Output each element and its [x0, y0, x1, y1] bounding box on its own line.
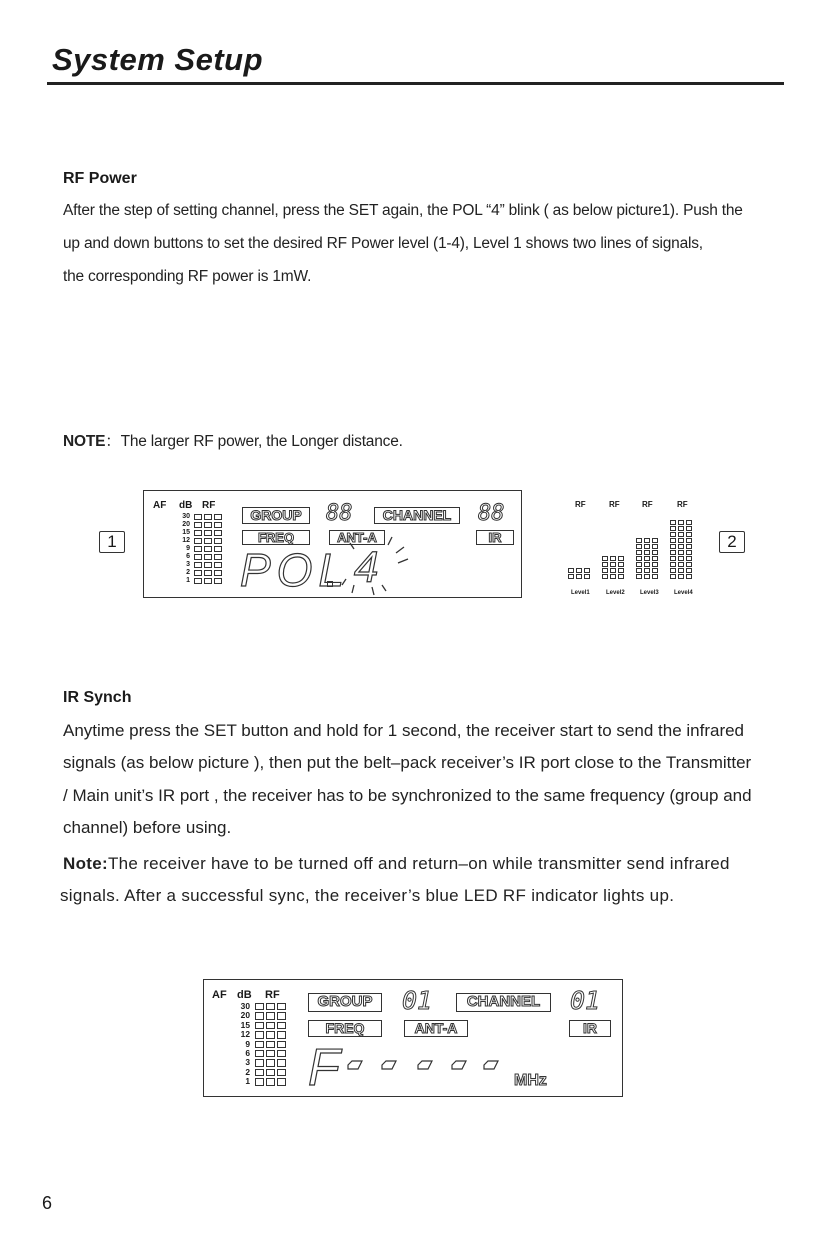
- meter-cell: [255, 1059, 264, 1066]
- level-bar-cell: [670, 544, 676, 549]
- level-bar-cell: [686, 532, 692, 537]
- level-bar-cell: [568, 568, 574, 573]
- level-bar-cell: [670, 538, 676, 543]
- group-digits: 88: [326, 501, 353, 526]
- ant-label-2: ANT-A: [404, 1020, 468, 1037]
- mhz-unit: MHz: [514, 1072, 547, 1089]
- level-bar-cell: [636, 568, 642, 573]
- meter-cell: [255, 1022, 264, 1029]
- level-bar-cell: [618, 574, 624, 579]
- meter-cell: [204, 546, 212, 552]
- level-bar-cell: [686, 550, 692, 555]
- db-tick: 6: [186, 553, 190, 560]
- level-bar-cell: [584, 568, 590, 573]
- meter-cell: [277, 1041, 286, 1048]
- main-readout: POL: [240, 544, 351, 596]
- meter-cell: [214, 570, 222, 576]
- db-tick: 12: [240, 1029, 250, 1040]
- meter-cell: [266, 1022, 275, 1029]
- rf-label-2: RF: [265, 989, 280, 1001]
- meter-cell: [277, 1069, 286, 1076]
- level-bar-cell: [670, 556, 676, 561]
- meter-cell: [255, 1069, 264, 1076]
- lcd-display-ir-sync: [203, 979, 623, 1097]
- level-bar-cell: [610, 568, 616, 573]
- level-bar-cell: [652, 556, 658, 561]
- meter-cell: [266, 1012, 275, 1019]
- level-4-caption: Level4: [674, 590, 693, 596]
- level-bar-cell: [602, 556, 608, 561]
- meter-cell: [194, 554, 202, 560]
- note-2-line-1: The receiver have to be turned off and return–on while transmitter send infrared: [107, 854, 730, 873]
- level-1-caption: Level1: [571, 590, 590, 596]
- level-bar-cell: [670, 526, 676, 531]
- meter-cell: [255, 1050, 264, 1057]
- level-bar-cell: [636, 538, 642, 543]
- rf-power-line-2: up and down buttons to set the desired RF Power level (1-4), Level 1 shows two lines of signals,: [63, 235, 703, 252]
- level-bar-cell: [584, 574, 590, 579]
- level-3-caption: Level3: [640, 590, 659, 596]
- level-bar-cell: [678, 562, 684, 567]
- db-tick: 1: [186, 577, 190, 584]
- db-tick: 20: [240, 1010, 250, 1021]
- blink-rays-icon: [334, 535, 424, 597]
- level-bar-cell: [670, 562, 676, 567]
- channel-digits: 88: [478, 501, 505, 526]
- title-rule: [47, 82, 784, 85]
- af-label-2: AF: [212, 989, 227, 1001]
- meter-cell: [277, 1031, 286, 1038]
- level-bar-cell: [686, 544, 692, 549]
- channel-label: CHANNEL: [374, 507, 460, 524]
- level-bar-cell: [686, 574, 692, 579]
- group-label: GROUP: [242, 507, 310, 524]
- ir-synch-line-1: Anytime press the SET button and hold for 1 second, the receiver start to send the infrared: [63, 721, 745, 740]
- meter-cell: [214, 562, 222, 568]
- db-tick: 3: [245, 1057, 250, 1068]
- meter-cell: [214, 554, 222, 560]
- level-bar-cell: [610, 556, 616, 561]
- level-bar-cell: [652, 574, 658, 579]
- meter-cell: [277, 1012, 286, 1019]
- rf-power-line-3: the corresponding RF power is 1mW.: [63, 268, 312, 285]
- level-bar-cell: [644, 574, 650, 579]
- level-bar-cell: [678, 544, 684, 549]
- level-bar-cell: [652, 568, 658, 573]
- meter-cell: [194, 538, 202, 544]
- level-bar-cell: [610, 574, 616, 579]
- level-bar-cell: [644, 538, 650, 543]
- level-bar-cell: [602, 568, 608, 573]
- db-tick: 12: [182, 537, 190, 544]
- rf-power-line-1: After the step of setting channel, press the SET again, the POL “4” blink ( as below picture1). Push the: [63, 202, 743, 219]
- meter-cell: [214, 522, 222, 528]
- level-bar-cell: [678, 526, 684, 531]
- freq-label-2: FREQ: [308, 1020, 382, 1037]
- db-tick: 15: [182, 529, 190, 536]
- ir-synch-line-4: channel) before using.: [63, 818, 232, 837]
- rf-power-heading: RF Power: [63, 170, 137, 187]
- note-1-label: NOTE: [63, 433, 106, 450]
- level-bar-cell: [686, 520, 692, 525]
- meter-cell: [266, 1078, 275, 1085]
- level-bar-cell: [686, 562, 692, 567]
- meter-cell: [194, 578, 202, 584]
- db-tick: 30: [182, 513, 190, 520]
- rf-label: RF: [202, 500, 216, 511]
- level-bar-cell: [670, 550, 676, 555]
- meter-cell: [204, 522, 212, 528]
- meter-cell: [194, 546, 202, 552]
- level-bar-cell: [670, 532, 676, 537]
- meter-cell: [255, 1041, 264, 1048]
- level-bar-cell: [610, 562, 616, 567]
- ir-synch-line-3: / Main unit’s IR port , the receiver has to be synchronized to the same frequency (group and: [63, 786, 752, 805]
- db-tick: 30: [240, 1001, 250, 1011]
- level-bar-cell: [636, 574, 642, 579]
- ir-synch-heading: IR Synch: [63, 689, 132, 706]
- level-bar-cell: [678, 538, 684, 543]
- level-bar-cell: [678, 568, 684, 573]
- meter-cell: [194, 514, 202, 520]
- level-bar-cell: [636, 550, 642, 555]
- main-readout-2: F: [308, 1039, 340, 1097]
- meter-cell: [214, 546, 222, 552]
- db-label: dB: [179, 500, 193, 511]
- level-bar-cell: [678, 532, 684, 537]
- meter-cell: [277, 1003, 286, 1010]
- meter-cell: [277, 1050, 286, 1057]
- level-bar-cell: [652, 562, 658, 567]
- rf-level-2-label: RF: [609, 500, 620, 509]
- level-bar-cell: [618, 568, 624, 573]
- lcd-display-pol: [143, 490, 522, 598]
- meter-cell: [204, 538, 212, 544]
- note-1-text: ：The larger RF power, the Longer distance.: [105, 433, 403, 450]
- db-tick: 2: [186, 569, 190, 576]
- meter-cell: [255, 1012, 264, 1019]
- level-bar-cell: [576, 568, 582, 573]
- meter-cell: [255, 1003, 264, 1010]
- meter-cell: [194, 570, 202, 576]
- meter-cell: [214, 530, 222, 536]
- level-bar-cell: [602, 574, 608, 579]
- level-bar-cell: [686, 568, 692, 573]
- ir-label: IR: [476, 530, 514, 545]
- level-bar-cell: [686, 538, 692, 543]
- note-2-label: Note:: [63, 854, 108, 873]
- level-bar-cell: [670, 568, 676, 573]
- meter-cell: [194, 522, 202, 528]
- rf-level-3-label: RF: [642, 500, 653, 509]
- level-bar-cell: [618, 562, 624, 567]
- level-bar-cell: [652, 550, 658, 555]
- meter-cell: [204, 514, 212, 520]
- meter-cell: [277, 1059, 286, 1066]
- meter-cell: [266, 1031, 275, 1038]
- level-bar-cell: [678, 574, 684, 579]
- level-bar-cell: [644, 556, 650, 561]
- level-bar-cell: [678, 550, 684, 555]
- meter-cell: [277, 1078, 286, 1085]
- level-bar-cell: [652, 538, 658, 543]
- meter-cell: [255, 1078, 264, 1085]
- level-bar-cell: [644, 562, 650, 567]
- note-1: [63, 429, 403, 451]
- db-tick: 3: [186, 561, 190, 568]
- group-label-2: GROUP: [308, 993, 382, 1012]
- level-bar-cell: [602, 562, 608, 567]
- dash-segments-icon: [342, 1058, 507, 1072]
- level-bar-cell: [644, 544, 650, 549]
- meter-cell: [204, 570, 212, 576]
- meter-cell: [204, 578, 212, 584]
- db-label-2: dB: [237, 989, 252, 1001]
- rf-level-4-label: RF: [677, 500, 688, 509]
- level-bar-cell: [686, 556, 692, 561]
- meter-cell: [255, 1031, 264, 1038]
- note-2-line-2: signals. After a successful sync, the receiver’s blue LED RF indicator lights up.: [60, 886, 675, 905]
- meter-cell: [194, 530, 202, 536]
- level-bar-cell: [652, 544, 658, 549]
- af-label: AF: [153, 500, 167, 511]
- channel-digits-2: 01: [570, 986, 601, 1015]
- meter-cell: [194, 562, 202, 568]
- ant-label: ANT-A: [329, 530, 385, 545]
- figure-1-marker: 1: [99, 531, 125, 553]
- meter-cell: [266, 1041, 275, 1048]
- level-bar-cell: [686, 526, 692, 531]
- level-bar-cell: [618, 556, 624, 561]
- level-bar-cell: [678, 556, 684, 561]
- db-tick: 20: [182, 521, 190, 528]
- level-bar-cell: [636, 556, 642, 561]
- meter-cell: [266, 1069, 275, 1076]
- db-tick: 6: [245, 1048, 250, 1058]
- meter-cell: [214, 514, 222, 520]
- db-tick: 9: [186, 545, 190, 552]
- level-bar-cell: [670, 574, 676, 579]
- level-bar-cell: [644, 550, 650, 555]
- level-bar-cell: [636, 562, 642, 567]
- meter-cell: [277, 1022, 286, 1029]
- db-tick: 9: [245, 1038, 250, 1049]
- meter-cell: [204, 530, 212, 536]
- db-tick: 1: [245, 1076, 250, 1087]
- ir-label-2: IR: [569, 1020, 611, 1037]
- level-bar-cell: [644, 568, 650, 573]
- page-number: 6: [42, 1193, 53, 1213]
- meter-cell: [214, 538, 222, 544]
- channel-label-2: CHANNEL: [456, 993, 551, 1012]
- meter-cell: [204, 562, 212, 568]
- level-bar-cell: [678, 520, 684, 525]
- level-bar-cell: [670, 520, 676, 525]
- meter-cell: [266, 1059, 275, 1066]
- rf-level-chart: [565, 500, 710, 600]
- decimal-point: [327, 581, 333, 587]
- ir-synch-line-2: signals (as below picture ), then put the belt–pack receiver’s IR port close to the Transmitter: [63, 753, 752, 772]
- db-tick: 2: [245, 1066, 250, 1077]
- level-bar-cell: [576, 574, 582, 579]
- blinking-digit: 4: [354, 543, 379, 592]
- page-title: System Setup: [52, 42, 264, 77]
- rf-level-1-label: RF: [575, 500, 586, 509]
- db-tick: 15: [240, 1019, 250, 1030]
- meter-cell: [266, 1050, 275, 1057]
- figure-2-marker: 2: [719, 531, 745, 553]
- group-digits-2: 01: [402, 986, 433, 1015]
- meter-cell: [214, 578, 222, 584]
- level-bar-cell: [568, 574, 574, 579]
- level-bar-cell: [636, 544, 642, 549]
- meter-cell: [266, 1003, 275, 1010]
- meter-cell: [204, 554, 212, 560]
- freq-label: FREQ: [242, 530, 310, 545]
- level-2-caption: Level2: [606, 590, 625, 596]
